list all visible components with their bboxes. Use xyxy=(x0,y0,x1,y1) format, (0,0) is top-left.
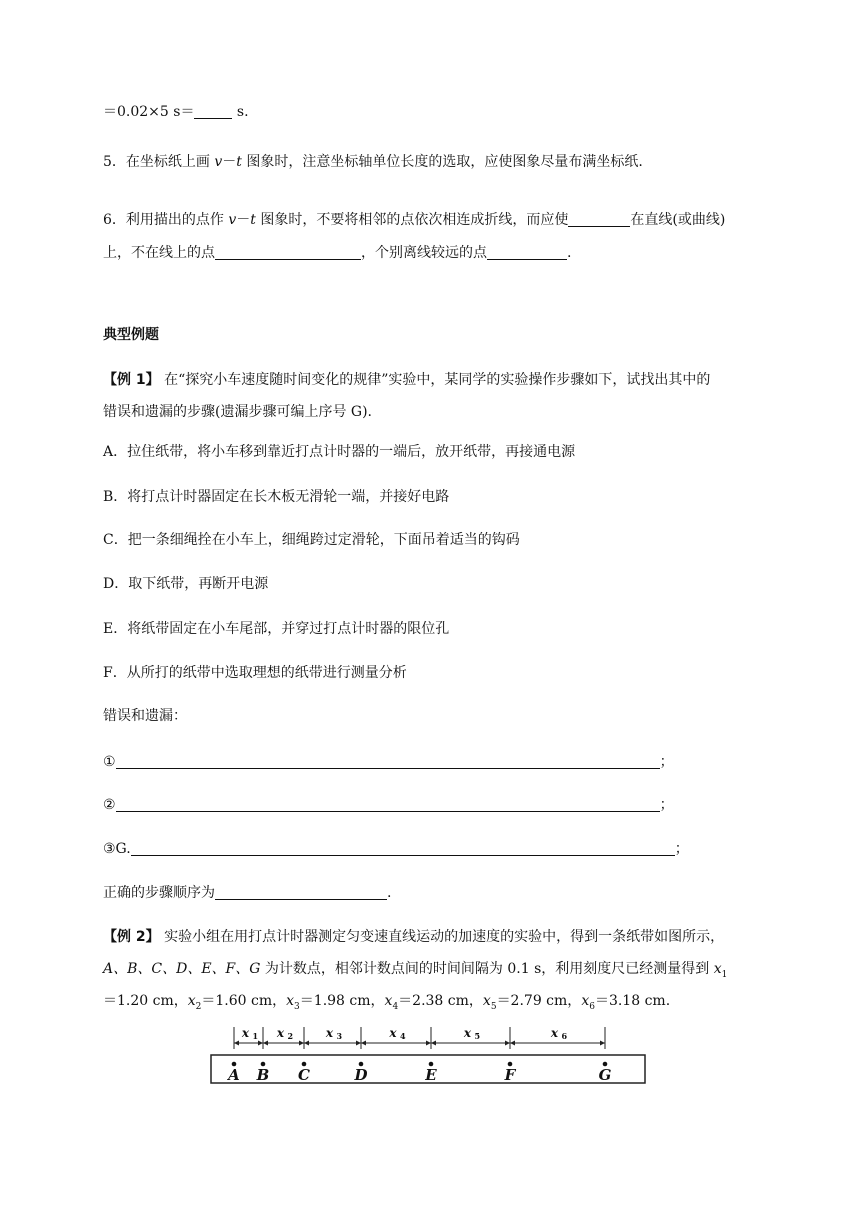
segment-label-4: x xyxy=(389,1026,397,1040)
example-2-text: 实验小组在用打点计时器测定匀变速直线运动的加速度的实验中，得到一条纸带如图所示， xyxy=(159,929,725,945)
x1-value: ＝1.20 cm， xyxy=(103,993,188,1009)
segment-sub-5: 5 xyxy=(474,1031,481,1041)
sub-2: 2 xyxy=(195,1001,202,1012)
answer-blank-3[interactable] xyxy=(215,244,361,260)
item-5-text-a: 5．在坐标纸上画 xyxy=(103,154,215,170)
error-blank-2[interactable] xyxy=(116,796,660,812)
answer-blank-2[interactable] xyxy=(568,211,630,227)
x5-value: ＝2.79 cm， xyxy=(496,993,582,1009)
example-1-text: 在“探究小车速度随时间变化的规律”实验中，某同学的实验操作步骤如下，试找出其中的 xyxy=(159,372,711,388)
dash: － xyxy=(236,212,251,228)
arrow-head-left-1 xyxy=(234,1041,239,1046)
arrow-head-right-5 xyxy=(505,1041,510,1046)
point-label-B: B xyxy=(256,1066,270,1084)
formula-unit: s. xyxy=(232,104,249,120)
segment-label-5: x xyxy=(463,1026,472,1040)
arrow-head-left-2 xyxy=(263,1041,268,1046)
step-c: C．把一条细绳拴在小车上，细绳跨过定滑轮，下面吊着适当的钩码 xyxy=(103,532,520,548)
answer-blank-4[interactable] xyxy=(487,244,567,260)
item-6-text-b: 图象时，不要将相邻的点依次相连成折线，而应使 xyxy=(255,212,569,228)
example-2-points: A、B、C、D、E、F、G xyxy=(103,961,261,977)
example-1-tag: 【例 1】 xyxy=(103,372,160,388)
semicolon: ； xyxy=(659,754,674,770)
sub-4: 4 xyxy=(392,1001,399,1012)
point-label-A: A xyxy=(228,1066,240,1084)
error-line-2 xyxy=(103,795,674,815)
var-x5: x xyxy=(482,993,491,1009)
example-2-text-2: 为计数点，相邻计数点间的时间间隔为 0.1 s，利用刻度尺已经测量得到 xyxy=(260,961,714,977)
step-b: B．将打点计时器固定在长木板无滑轮一端，并接好电路 xyxy=(103,489,450,505)
arrow-head-right-2 xyxy=(299,1041,304,1046)
formula-text: ＝0.02×5 s＝ xyxy=(103,104,195,120)
item-5-text-b: 图象时，注意坐标轴单位长度的选取，应使图象尽量布满坐标纸. xyxy=(241,154,643,170)
item-5 xyxy=(103,152,643,172)
order-end: . xyxy=(387,885,392,901)
point-label-C: C xyxy=(298,1066,310,1084)
answer-blank-1[interactable] xyxy=(194,103,232,119)
segment-sub-3: 3 xyxy=(336,1031,343,1041)
point-label-G: G xyxy=(598,1066,612,1084)
point-label-F: F xyxy=(504,1066,516,1084)
segment-sub-2: 2 xyxy=(287,1031,294,1041)
var-v: v xyxy=(214,154,223,170)
var-x2: x xyxy=(187,993,196,1009)
step-f: F．从所打的纸带中选取理想的纸带进行测量分析 xyxy=(103,665,407,681)
arrow-head-left-4 xyxy=(361,1041,366,1046)
paper-tape-diagram xyxy=(205,1025,650,1087)
arrow-head-left-3 xyxy=(304,1041,309,1046)
step-a: A．拉住纸带，将小车移到靠近打点计时器的一端后，放开纸带，再接通电源 xyxy=(103,444,576,460)
item-6-text-c: 在直线(或曲线) xyxy=(630,212,726,228)
order-label: 正确的步骤顺序为 xyxy=(103,885,215,901)
x6-value: ＝3.18 cm. xyxy=(594,993,671,1009)
var-x6: x xyxy=(581,993,590,1009)
segment-sub-6: 6 xyxy=(561,1031,568,1041)
error-blank-1[interactable] xyxy=(116,753,660,769)
error-line-1 xyxy=(103,752,674,772)
arrow-head-right-3 xyxy=(356,1041,361,1046)
var-v: v xyxy=(228,212,237,228)
point-label-D: D xyxy=(354,1066,368,1084)
arrow-head-right-6 xyxy=(600,1041,605,1046)
formula-line xyxy=(103,102,249,122)
item-6 xyxy=(103,210,725,230)
item-6-cont xyxy=(103,243,571,263)
var-x1: x xyxy=(713,961,722,977)
example-1-line-2: 错误和遗漏的步骤(遗漏步骤可编上序号 G). xyxy=(103,404,373,420)
error-marker-1: ① xyxy=(103,754,116,770)
error-marker-3: ③G. xyxy=(103,841,131,857)
item-6-text-e: ，个别离线较远的点 xyxy=(361,245,487,261)
example-2-tag: 【例 2】 xyxy=(103,929,160,945)
x4-value: ＝2.38 cm， xyxy=(398,993,483,1009)
item-6-text-a: 6．利用描出的点作 xyxy=(103,212,229,228)
segment-label-1: x xyxy=(241,1026,250,1040)
error-blank-3[interactable] xyxy=(131,840,675,856)
section-title: 典型例题 xyxy=(103,327,159,343)
var-x4: x xyxy=(384,993,393,1009)
sub-6: 6 xyxy=(589,1001,595,1012)
example-2-line-2 xyxy=(103,959,727,985)
var-t: t xyxy=(236,154,242,170)
dash: － xyxy=(222,154,237,170)
sub-5: 5 xyxy=(490,1001,497,1012)
example-2-line-3 xyxy=(103,991,670,1017)
item-6-text-f: . xyxy=(567,245,572,261)
arrow-head-left-5 xyxy=(431,1041,436,1046)
arrow-head-right-1 xyxy=(258,1041,263,1046)
segment-label-2: x xyxy=(276,1026,285,1040)
arrow-head-right-4 xyxy=(426,1041,431,1046)
example-1-line-1 xyxy=(103,370,710,390)
step-d: D．取下纸带，再断开电源 xyxy=(103,576,269,592)
sub-1: 1 xyxy=(721,969,728,980)
x3-value: ＝1.98 cm， xyxy=(299,993,385,1009)
order-line xyxy=(103,883,391,903)
example-2-line-1 xyxy=(103,927,724,947)
step-e: E．将纸带固定在小车尾部，并穿过打点计时器的限位孔 xyxy=(103,621,450,637)
semicolon: ； xyxy=(674,841,689,857)
order-blank[interactable] xyxy=(215,884,387,900)
var-x3: x xyxy=(286,993,295,1009)
segment-sub-4: 4 xyxy=(400,1031,406,1041)
var-t: t xyxy=(250,212,256,228)
errors-label: 错误和遗漏： xyxy=(103,708,187,724)
error-marker-2: ② xyxy=(103,797,116,813)
segment-label-6: x xyxy=(550,1026,559,1040)
x2-value: ＝1.60 cm， xyxy=(201,993,287,1009)
error-line-3 xyxy=(103,839,689,859)
point-label-E: E xyxy=(425,1066,437,1084)
sub-3: 3 xyxy=(294,1001,300,1012)
segment-sub-1: 1 xyxy=(252,1031,259,1041)
segment-label-3: x xyxy=(325,1026,334,1040)
semicolon: ； xyxy=(659,797,674,813)
arrow-head-left-6 xyxy=(510,1041,515,1046)
item-6-text-d: 上，不在线上的点 xyxy=(103,245,215,261)
